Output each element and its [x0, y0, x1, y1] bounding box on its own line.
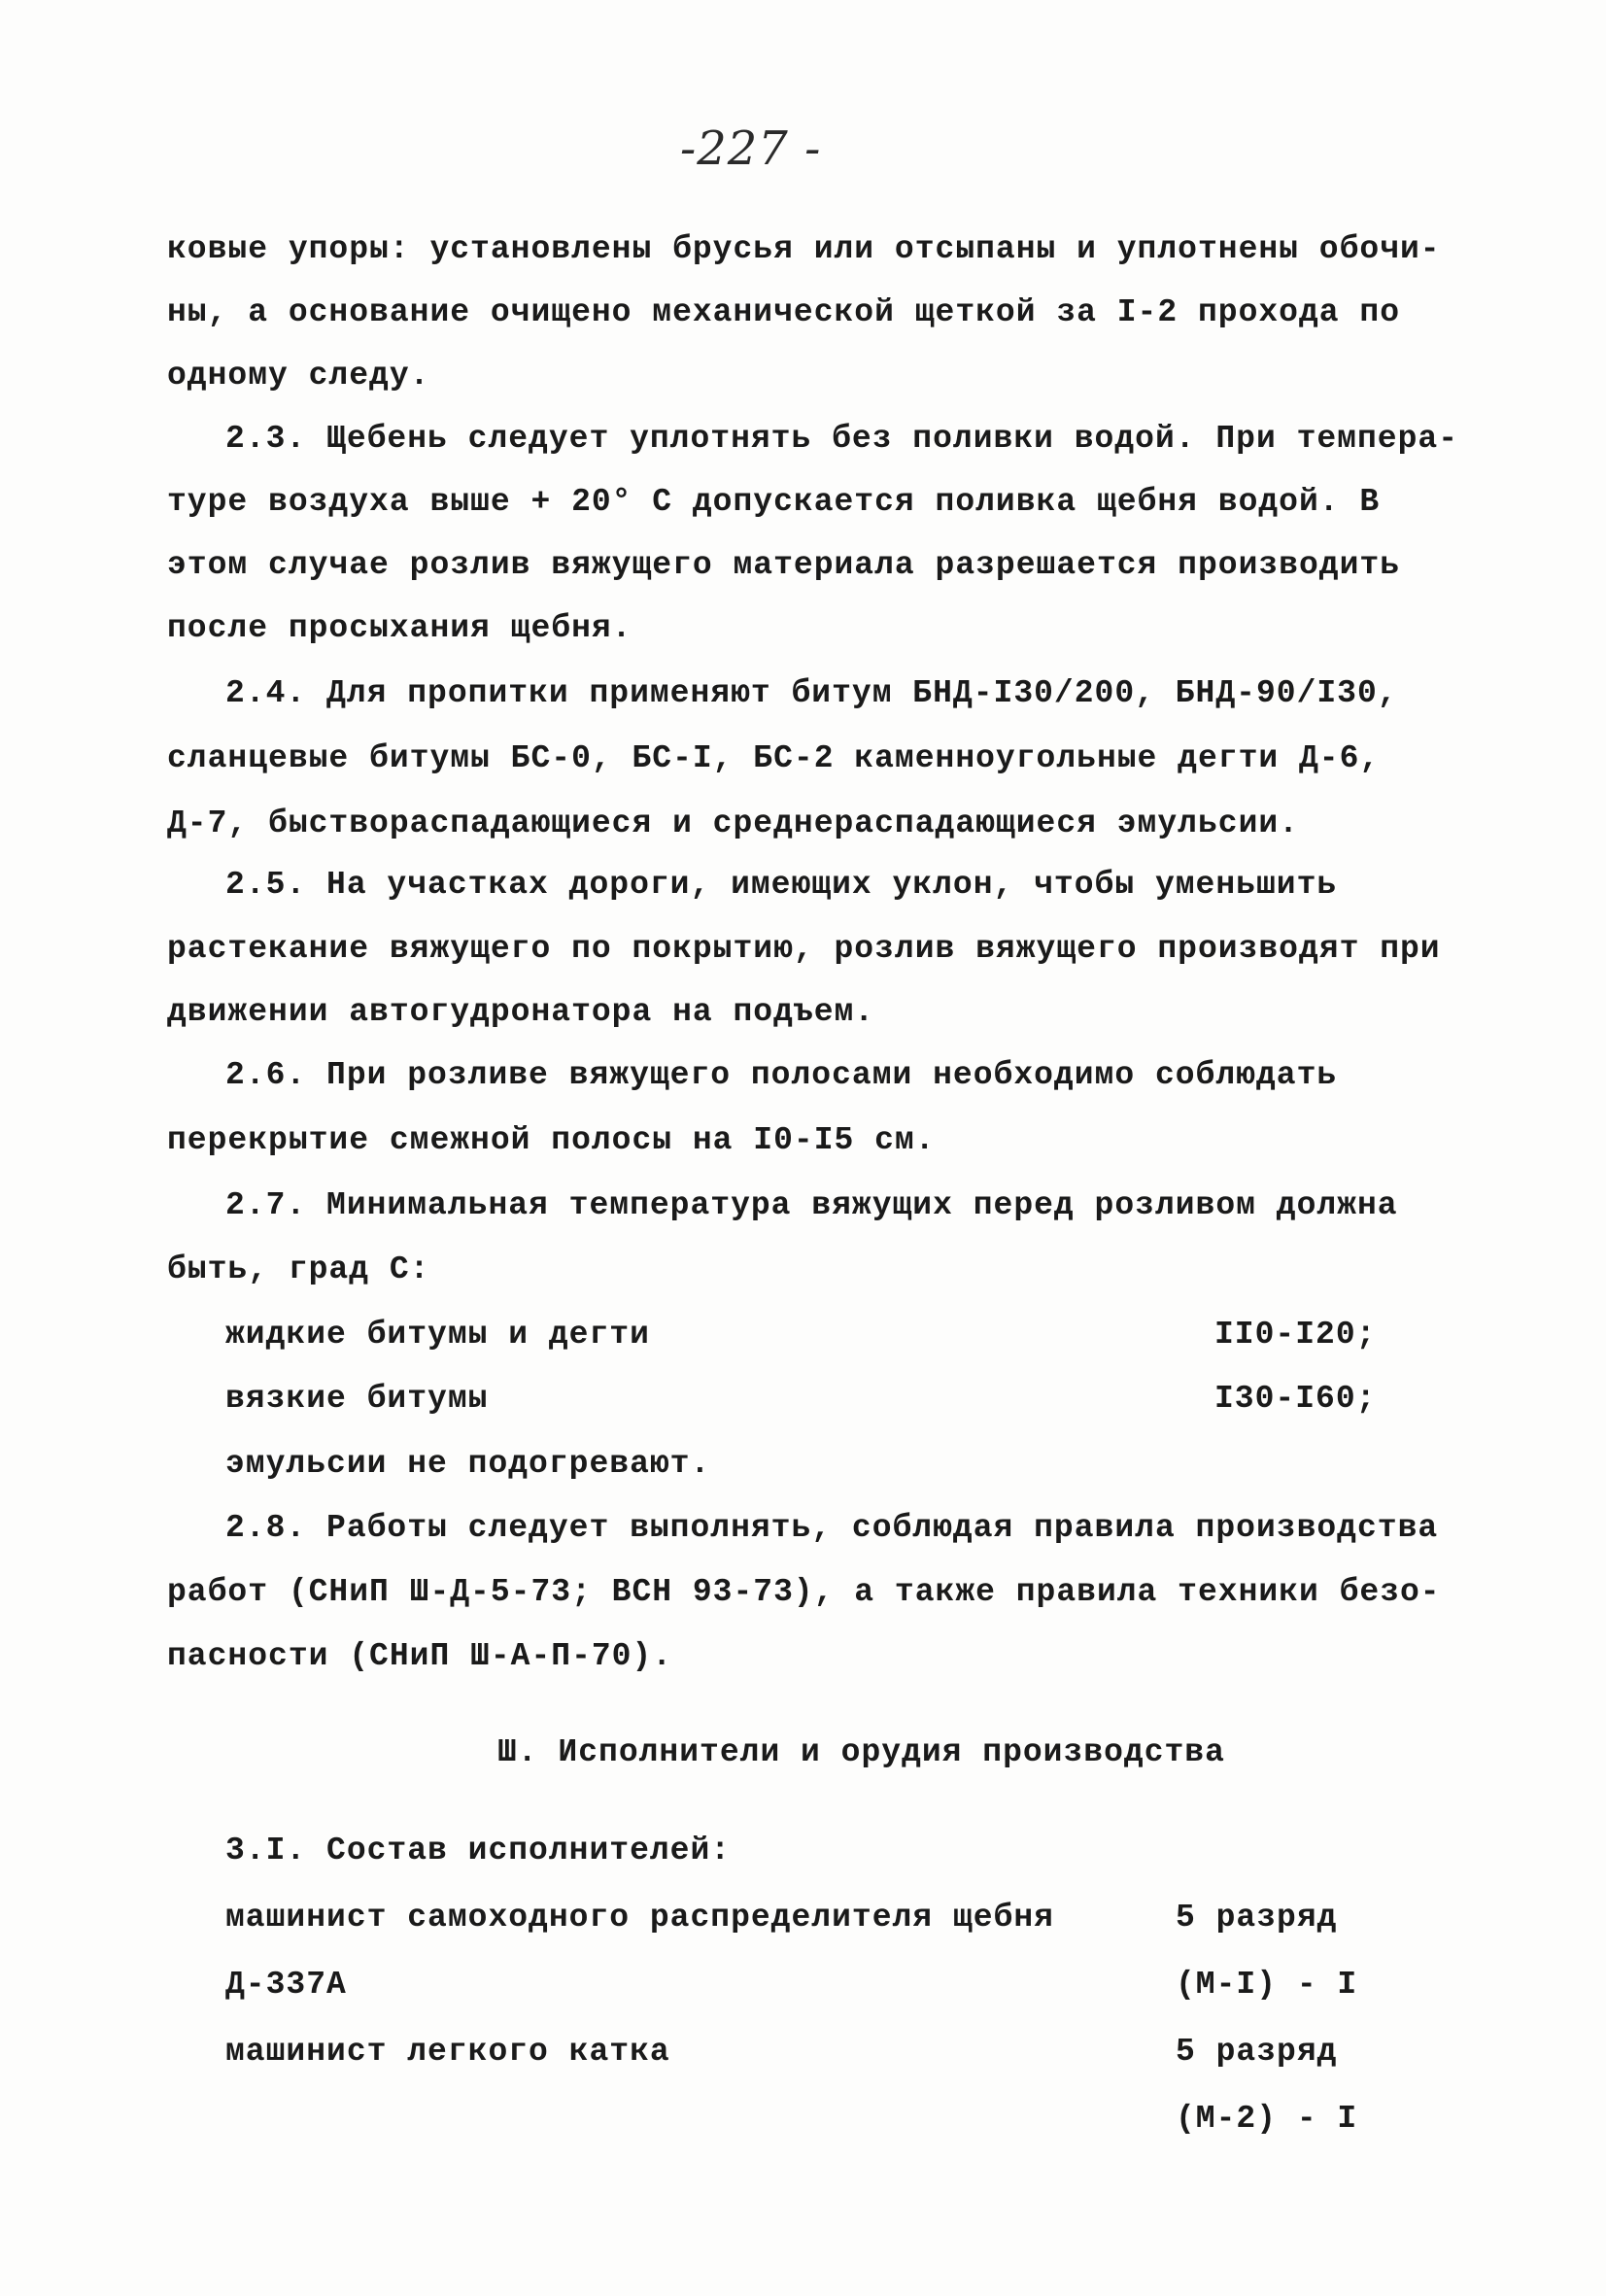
- para-2-7-line-2: быть, град С:: [167, 1251, 430, 1287]
- staff-label-3: машинист легкого катка: [225, 2034, 670, 2070]
- staff-label-1: машинист самоходного распределителя щебня: [225, 1900, 1054, 1936]
- staff-value-1: 5 разряд: [1176, 1900, 1338, 1936]
- para-2-4-line-2: сланцевые битумы БС-0, БС-I, БС-2 каменноугольные дегти Д-6,: [167, 740, 1381, 776]
- para-2-8-line-3: пасности (СНиП Ш-А-П-70).: [167, 1638, 673, 1674]
- section-heading: Ш. Исполнители и орудия производства: [497, 1734, 1225, 1770]
- para-2-5-line-3: движении автогудронатора на подъем.: [167, 994, 875, 1030]
- page-number: -227 -: [680, 121, 822, 176]
- temp-label-viscous: вязкие битумы: [225, 1381, 489, 1417]
- para-2-6-line-2: перекрытие смежной полосы на I0-I5 см.: [167, 1122, 936, 1158]
- para-intro-line-1: ковые упоры: установлены брусья или отсыпаны и уплотнены обочи-: [167, 231, 1441, 267]
- para-intro-line-2: ны, а основание очищено механической щеткой за I-2 прохода по: [167, 294, 1400, 330]
- staff-value-4: (М-2) - I: [1176, 2101, 1358, 2137]
- para-2-8-line-1: 2.8. Работы следует выполнять, соблюдая правила производства: [225, 1510, 1439, 1546]
- para-2-5-line-1: 2.5. На участках дороги, имеющих уклон, чтобы уменьшить: [225, 867, 1338, 903]
- staff-label-2: Д-337А: [225, 1967, 347, 2003]
- temp-value-viscous: I30-I60;: [1214, 1381, 1377, 1417]
- para-2-3-line-4: после просыхания щебня.: [167, 610, 632, 646]
- para-2-5-line-2: растекание вяжущего по покрытию, розлив вяжущего производят при: [167, 931, 1441, 967]
- para-2-4-line-1: 2.4. Для пропитки применяют битум БНД-I30/200, БНД-90/I30,: [225, 675, 1398, 711]
- para-2-7-line-1: 2.7. Минимальная температура вяжущих перед розливом должна: [225, 1187, 1398, 1223]
- staff-value-2: (М-I) - I: [1176, 1967, 1358, 2003]
- para-3-1: 3.I. Состав исполнителей:: [225, 1833, 732, 1868]
- para-2-8-line-2: работ (СНиП Ш-Д-5-73; ВСН 93-73), а также правила техники безо-: [167, 1574, 1441, 1610]
- temp-note: эмульсии не подогревают.: [225, 1446, 711, 1482]
- para-2-3-line-1: 2.3. Щебень следует уплотнять без поливки водой. При темпера-: [225, 421, 1458, 457]
- temp-value-liquid: II0-I20;: [1214, 1317, 1377, 1353]
- para-2-6-line-1: 2.6. При розливе вяжущего полосами необходимо соблюдать: [225, 1057, 1338, 1093]
- staff-value-3: 5 разряд: [1176, 2034, 1338, 2070]
- para-2-3-line-2: туре воздуха выше + 20° С допускается поливка щебня водой. В: [167, 484, 1381, 520]
- para-intro-line-3: одному следу.: [167, 358, 430, 394]
- para-2-3-line-3: этом случае розлив вяжущего материала разрешается производить: [167, 547, 1400, 583]
- para-2-4-line-3: Д-7, быствораспадающиеся и среднераспадающиеся эмульсии.: [167, 805, 1299, 841]
- temp-label-liquid: жидкие битумы и дегти: [225, 1317, 650, 1353]
